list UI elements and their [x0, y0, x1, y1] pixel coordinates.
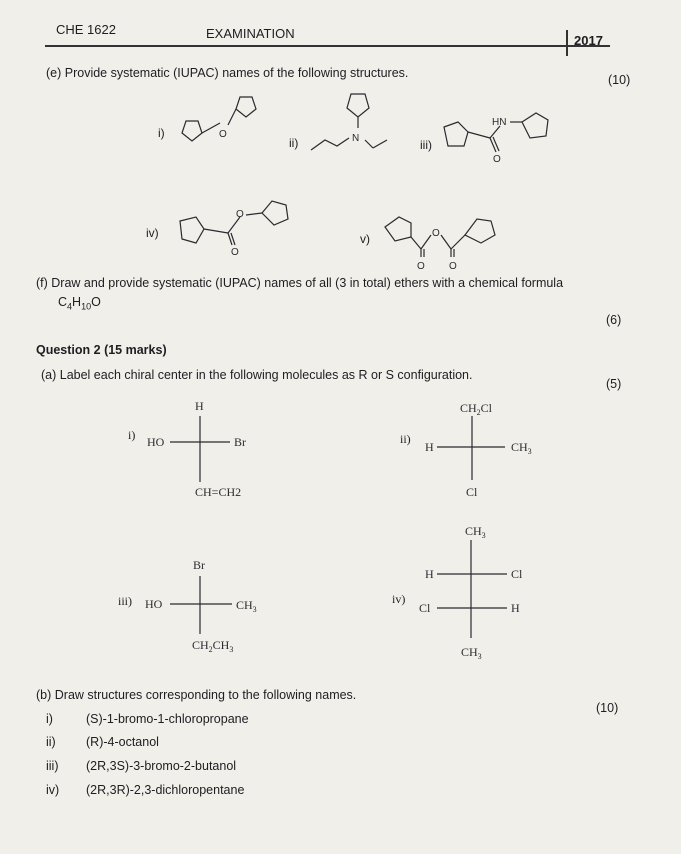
part-f-line1: (f) Draw and provide systematic (IUPAC) names of all (3 in total) ethers with a chemical formula: [36, 276, 564, 290]
item-name: (S)-1-bromo-1-chloropropane: [86, 712, 249, 726]
formula-h-sub: 10: [81, 301, 92, 312]
substituent-top: $CH_2Cl$: [460, 401, 493, 417]
part-a-prompt: (a) Label each chiral center in the following molecules as R or S configuration.: [41, 368, 473, 382]
cyclopentane-ring: [180, 217, 204, 243]
header-rule: [45, 45, 610, 47]
course-code: CHE 1622: [56, 22, 116, 37]
cyclopentane-ring: [522, 113, 548, 138]
part-e-prompt: (e) Provide systematic (IUPAC) names of the following structures.: [46, 66, 409, 80]
row1-left: H: [425, 567, 434, 581]
formula-c: C: [58, 295, 68, 309]
cyclopentane-ring: [444, 122, 468, 146]
struct-label-v: v): [360, 232, 370, 246]
substituent-right: Br: [234, 435, 246, 449]
substituent-top: $CH_3$: [465, 524, 486, 540]
substituent-top: H: [195, 399, 204, 413]
formula-o: O: [91, 295, 101, 309]
exam-title: EXAMINATION: [206, 26, 295, 41]
list-item: [46, 759, 236, 773]
item-number: iv): [46, 783, 60, 797]
substituent-left: H: [425, 440, 434, 454]
cyclopentane-ring: [262, 201, 288, 225]
fisher-projection-ii: [415, 400, 565, 500]
structure-e-v: [375, 205, 515, 275]
oxygen-atom: O: [219, 129, 227, 140]
item-name: (2R,3S)-3-bromo-2-butanol: [86, 759, 237, 773]
list-item: [46, 712, 249, 726]
fisher-label-iv: iv): [392, 592, 406, 606]
question-2-title: Question 2 (15 marks): [36, 343, 167, 357]
oxygen-atom: O: [493, 154, 501, 165]
part-b-marks: (10): [596, 701, 619, 715]
part-e-marks: (10): [608, 73, 631, 87]
structure-e-i: [170, 85, 270, 155]
row2-left: Cl: [419, 601, 431, 615]
part-a-marks: (5): [606, 377, 622, 391]
substituent-right: $CH_3$: [236, 598, 257, 614]
item-name: (R)-4-octanol: [86, 735, 159, 749]
oxygen-atom: O: [449, 261, 457, 272]
part-b-prompt: (b) Draw structures corresponding to the following names.: [36, 688, 357, 702]
fisher-projection-iii: [140, 556, 280, 656]
struct-label-iii: iii): [420, 138, 432, 152]
item-number: iii): [46, 759, 59, 773]
substituent-bottom: $CH_3$: [461, 645, 482, 661]
struct-label-iv: iv): [146, 226, 159, 240]
oxygen-atom: O: [417, 261, 425, 272]
substituent-left: HO: [145, 597, 163, 611]
substituent-bottom: $CH_2CH_3$: [192, 638, 234, 654]
cyclopentane-ring: [385, 217, 411, 241]
oxygen-atom: O: [231, 247, 239, 258]
structure-e-ii: [305, 88, 425, 158]
hn-group: HN: [492, 117, 507, 128]
item-name: (2R,3R)-2,3-dichloropentane: [86, 783, 245, 797]
substituent-left: HO: [147, 435, 165, 449]
list-item: [46, 735, 159, 749]
substituent-bottom: Cl: [466, 485, 478, 499]
formula-c-sub: 4: [67, 301, 73, 312]
row2-right: H: [511, 601, 520, 615]
struct-label-ii: ii): [289, 136, 299, 150]
fisher-projection-iv: [415, 520, 565, 660]
item-number: i): [46, 712, 53, 726]
formula-h: H: [72, 295, 82, 309]
part-f-marks: (6): [606, 313, 622, 327]
cyclopentane-ring: [347, 94, 369, 117]
substituent-bottom: CH=CH2: [195, 485, 242, 499]
substituent-top: Br: [193, 558, 205, 572]
list-item: [46, 783, 244, 797]
substituent-right: $CH_3$: [511, 440, 532, 456]
structure-e-iv: [170, 195, 310, 265]
cyclopentane-ring: [182, 121, 202, 141]
fisher-label-iii: iii): [118, 594, 132, 608]
cyclopentane-ring: [236, 97, 256, 117]
fisher-label-ii: ii): [400, 432, 411, 446]
oxygen-atom: O: [236, 209, 244, 220]
exam-year: 2017: [574, 33, 603, 48]
structure-e-iii: [438, 100, 568, 170]
item-number: ii): [46, 735, 56, 749]
oxygen-atom: O: [432, 228, 440, 239]
row1-right: Cl: [511, 567, 523, 581]
header-year-divider: [566, 30, 568, 56]
cyclopentane-ring: [465, 219, 495, 243]
part-f-formula: [58, 295, 101, 312]
nitrogen-atom: N: [352, 133, 360, 144]
struct-label-i: i): [158, 126, 165, 140]
fisher-projection-i: [140, 400, 280, 500]
fisher-label-i: i): [128, 428, 136, 442]
